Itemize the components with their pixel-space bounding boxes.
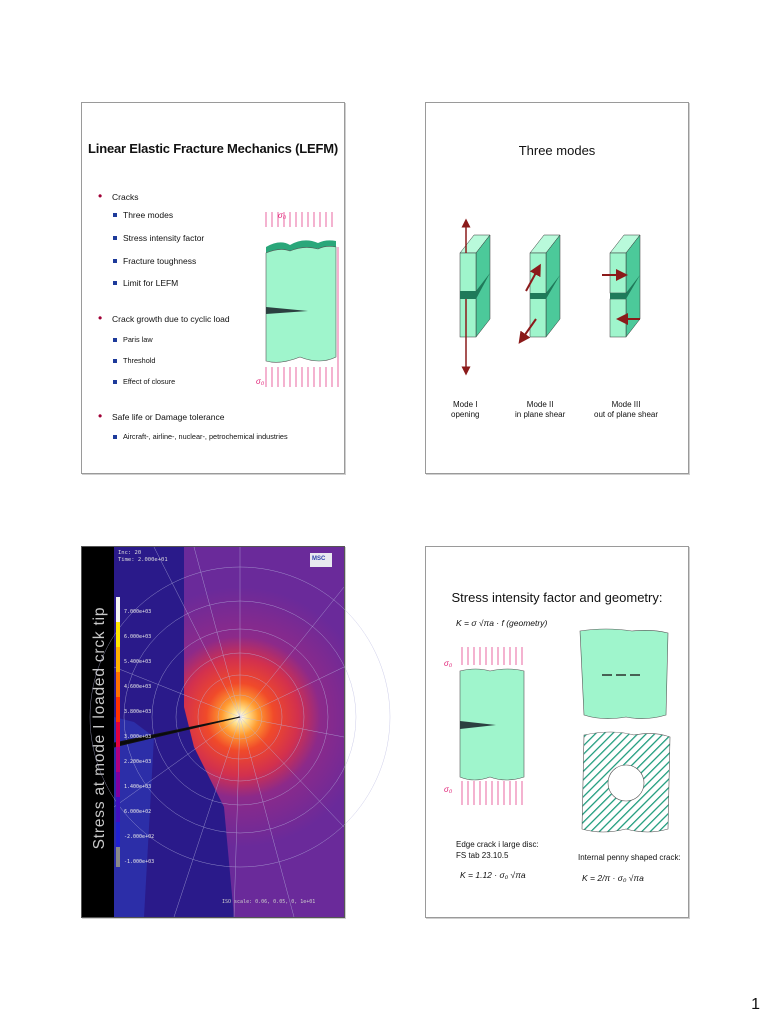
main-formula: K = σ √πa · f (geometry) (456, 618, 548, 628)
mode-2-label: Mode II in plane shear (515, 400, 566, 420)
mode-1-block (460, 223, 490, 371)
internal-crack-diagrams (576, 625, 676, 845)
mode-3-label: Mode III out of plane shear (594, 400, 659, 420)
slide4-title: Stress intensity factor and geometry: (451, 590, 663, 605)
penny-crack-formula: K = 2/π · σ₀ √πa (582, 873, 644, 883)
mode-2-block (522, 235, 560, 339)
edge-crack-specimen (456, 641, 536, 811)
slide-three-modes (425, 102, 689, 474)
mode-1-label: Mode I opening (451, 400, 480, 420)
three-modes-diagram (426, 103, 688, 403)
edge-crack-formula: K = 1.12 · σ₀ √πa (460, 870, 526, 880)
edge-crack-specimen-diagram (260, 207, 340, 397)
msc-logo: MSC (312, 556, 326, 562)
slide2-title: Three modes (518, 143, 596, 158)
colorbar-labels: 7.000e+03 6.000e+03 5.400e+03 4.600e+03 3.800e+03 3.000e+03 2.200e+03 1.400e+03 6.000e+02 -2.000e+02 -1.000e+03 (124, 609, 155, 865)
edge-crack-caption: Edge crack i large disc: FS tab 23.10.5 (456, 840, 539, 861)
slide-stress-contour (81, 546, 345, 918)
plot-footer: ISO scale: 0.06, 0.05, 0, 1e+01 (222, 899, 316, 905)
slide-lefm: Linear Elastic Fracture Mechanics (LEFM) Cracks Three modes Stress intensity factor Fracture toughness Limit for LEFM Crack growth due to cyclic load Paris law Threshold Effect of closure Safe life or Damage tolerance Aircraft-, airline-, nuclear-, petrochemical industries σ₀ σ₀ (81, 102, 345, 474)
plot-header: Inc: 20 Time: 2.000e+01 (118, 550, 168, 563)
mode-3-block (602, 235, 640, 337)
penny-crack-caption: Internal penny shaped crack: (578, 853, 681, 862)
page-number: 1 (751, 996, 760, 1013)
slide1-title: Linear Elastic Fracture Mechanics (LEFM) (88, 141, 338, 156)
slide-stress-intensity (425, 546, 689, 918)
sigma-top-label: σ₀ (278, 211, 287, 220)
sigma-bottom-label: σ₀ (256, 377, 265, 386)
sigma-bottom-label: σ₀ (444, 785, 453, 794)
slide3-vertical-title: Stress at mode I loaded crck tip (91, 606, 108, 850)
colorbar (116, 597, 122, 867)
sigma-top-label: σ₀ (444, 659, 453, 668)
